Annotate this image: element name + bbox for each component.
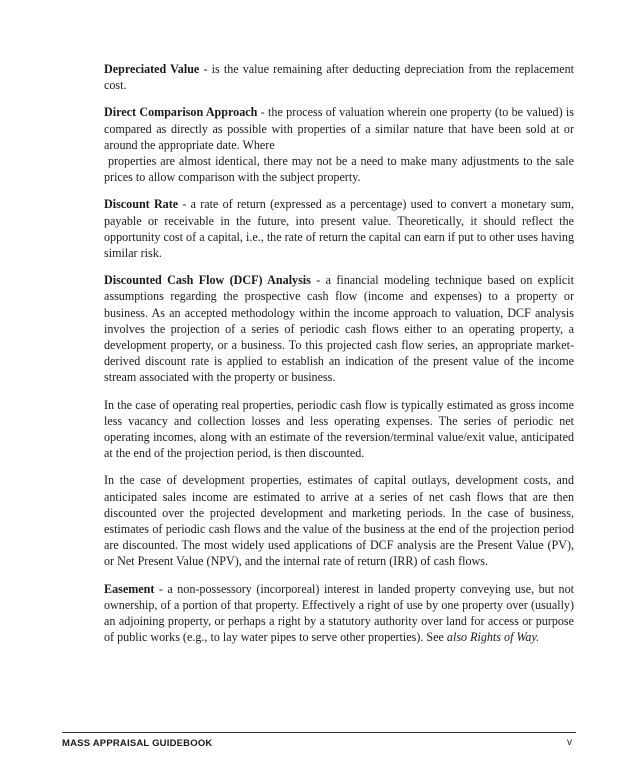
- entry-paragraph: [104, 196, 574, 261]
- entry-term: Depreciated Value: [104, 62, 200, 76]
- footer-title: MASS APPRAISAL GUIDEBOOK: [62, 738, 213, 749]
- entry-separator: -: [257, 105, 269, 120]
- entry-term: Easement: [104, 581, 155, 596]
- entry-definition: a non-possessory (incorporeal) interest in landed property conveying use, but not ownership, of a portion of that property. Effectively a right of use by one property over (usually) an adjoining property, or perhaps a right by a statutory authority over land for access or purpose of public works (e.g., to lay water pipes to serve other properties). See: [104, 581, 575, 645]
- entry-paragraph: [104, 61, 574, 93]
- entry-dcf-analysis: [104, 272, 574, 569]
- entry-continuation-text: properties are almost identical, there may not be a need to make many adjustments to the sale prices to allow comparison with the subject property.: [104, 154, 575, 185]
- entry-discount-rate: [104, 196, 574, 261]
- entry-definition: a rate of return (expressed as a percentage) used to convert a monetary sum, payable or receivable in the future, into present value. Theoretically, it should reflect the opportunity cost of a capital, i.e., the rate of return the capital can earn if put to other uses having similar risk.: [104, 197, 574, 261]
- entry-definition: the process of valuation wherein one property (to be valued) is compared as directly as possible with properties of a similar nature that have been sold at or around the appropriate date. Where: [104, 105, 574, 152]
- entry-easement: [104, 581, 574, 646]
- entry-paragraph: [104, 104, 574, 153]
- entry-subparagraph: In the case of development properties, estimates of capital outlays, development costs, and anticipated sales income are estimated to arrive at a series of net cash flows that are then discounted over the projected development and marketing periods. In the case of business, estimates of periodic cash flows and the value of the business at the end of the projection period are discounted. The most widely used applications of DCF analysis are the Present Value (PV), or Net Present Value (NPV), and the internal rate of return (IRR) of cash flows.: [104, 473, 574, 569]
- entry-paragraph: [104, 581, 574, 646]
- page-footer: [62, 732, 576, 755]
- entry-definition: is the value remaining after deducting depreciation from the replacement cost.: [104, 62, 574, 93]
- glossary-body: [104, 61, 574, 657]
- entry-depreciated-value: [104, 61, 574, 93]
- entry-paragraph: [104, 272, 574, 385]
- entry-separator: -: [178, 197, 191, 212]
- entry-separator: -: [310, 273, 326, 288]
- entry-definition: a financial modeling technique based on explicit assumptions regarding the prospective cash flow (income and expenses) to a property or business. As an accepted methodology within the income approach to valuation, DCF analysis involves the projection of a series of periodic cash flows either to an operating property, a development property, or a business. To this projected cash flow series, an appropriate market-derived discount rate is applied to establish an indication of the present value of the income stream associated with the property or business.: [104, 273, 574, 385]
- entry-separator: -: [154, 581, 168, 596]
- entry-term: Direct Comparison Approach: [104, 105, 258, 120]
- entry-term: Discounted Cash Flow (DCF) Analysis: [104, 273, 311, 288]
- entry-continuation: [104, 153, 574, 185]
- entry-direct-comparison: [104, 104, 574, 185]
- entry-separator: -: [199, 62, 212, 76]
- entry-subparagraph: In the case of operating real properties, periodic cash flow is typically estimated as gross income less vacancy and collection losses and less operating expenses. The series of periodic net operating incomes, along with an estimate of the reversion/terminal value/exit value, anticipated at the end of the projection period, is then discounted.: [104, 397, 574, 461]
- page-number: v: [567, 737, 572, 748]
- entry-term: Discount Rate: [104, 197, 179, 212]
- see-also-reference: also Rights of Way.: [446, 630, 540, 645]
